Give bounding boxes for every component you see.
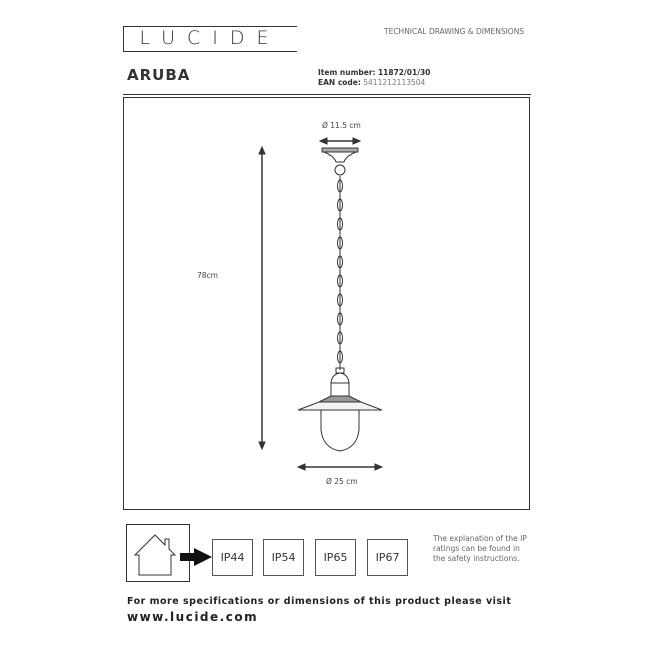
arrow-right-icon xyxy=(180,548,212,566)
ip-rating-badge: IP67 xyxy=(367,539,408,576)
ean-label: EAN code: xyxy=(318,78,361,87)
total-height: 78cm xyxy=(197,271,218,280)
ip-rating-badge: IP54 xyxy=(263,539,304,576)
item-number-label: Item number: xyxy=(318,68,376,77)
canopy-diameter: Ø 11.5 cm xyxy=(322,121,361,130)
shade-diameter: Ø 25 cm xyxy=(326,477,358,486)
ip-rating-badge: IP65 xyxy=(315,539,356,576)
chain xyxy=(338,176,343,370)
footer-text: For more specifications or dimensions of this product please visit xyxy=(127,596,512,607)
ip-rating-badge: IP44 xyxy=(212,539,253,576)
section-title: TECHNICAL DRAWING & DIMENSIONS xyxy=(384,27,525,36)
ean-code: 5411212113504 xyxy=(363,78,426,87)
item-number: 11872/01/30 xyxy=(377,68,431,77)
product-name: ARUBA xyxy=(127,66,191,84)
ip-note: The explanation of the IP ratings can be found in the safety instructions. xyxy=(433,534,527,563)
website-link[interactable]: www.lucide.com xyxy=(127,610,259,624)
brand-logo-text: LUCIDE xyxy=(139,27,281,49)
